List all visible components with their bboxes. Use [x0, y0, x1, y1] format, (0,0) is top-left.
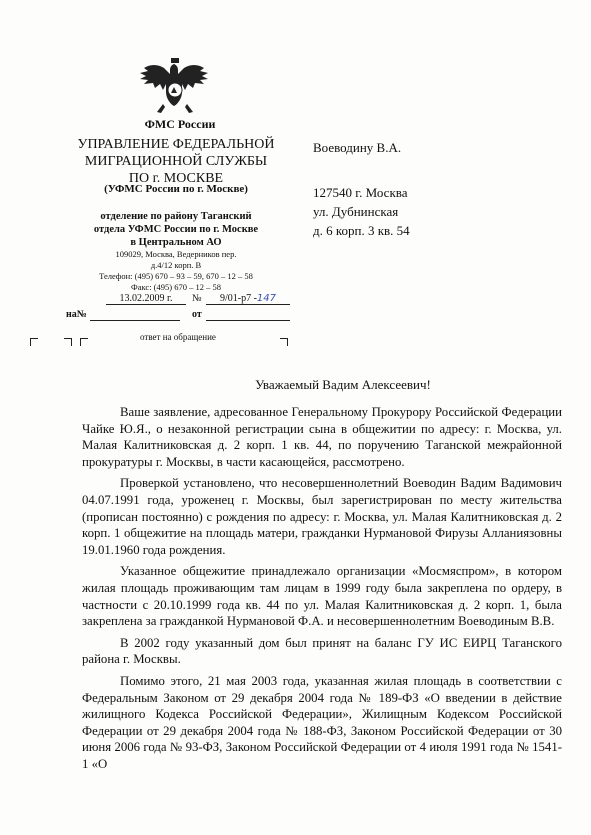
phone-line: Телефон: (495) 670 – 93 – 59, 670 – 12 – 58 [99, 271, 253, 281]
body-paragraph: Помимо этого, 21 мая 2003 года, указанная жилая площадь в соответствии с Федеральным Законом от 29 декабря 2004 года № 189-ФЗ «О введении в действие жилищного Кодекса Российской Федерации», Жилищным Кодексом Российской Федерации от 29 декабря 2004 года № 188-ФЗ, Законом Российской Федерации от 30 июня 2006 года № 93-ФЗ, Законом Российской Федерации от 4 июля 1991 года № 1541-1 «О [82, 673, 562, 771]
body-paragraph: Проверкой установлено, что несовершеннолетний Воеводин Вадим Вадимович 04.07.1991 года, уроженец г. Москвы, был зарегистрирован по месту жительства (прописан постоянно) с рождения по адресу: г. Москва, ул. Малая Калитниковская д. 2 корп. 1 общежитие на площадь матери, гражданки Нурмановой Фирузы Алланиязовны 19.01.1960 года рождения. [82, 476, 562, 557]
registration-number-label: № [192, 293, 202, 304]
registration-date-value: 13.02.2009 [119, 293, 165, 304]
corner-mark [30, 338, 38, 346]
recipient-address-line: ул. Дубнинская [313, 204, 399, 219]
reference-date-label: от [192, 309, 202, 320]
corner-mark [64, 338, 72, 346]
response-label: ответ на обращение [140, 332, 216, 342]
sender-address [56, 249, 296, 293]
registration-date [106, 293, 186, 305]
agency-abbreviation: (УФМС России по г. Москве) [104, 183, 248, 195]
registration-number-printed: 9/01-р7 - [219, 293, 257, 304]
recipient-address-line: д. 6 корп. 3 кв. 54 [313, 223, 410, 238]
registration-number-handwritten: 147 [256, 293, 277, 304]
agency-short-name: ФМС России [144, 117, 216, 131]
body-paragraph: В 2002 году указанный дом был принят на баланс ГУ ИС ЕИРЦ Таганского района г. Москвы. [82, 635, 562, 667]
department-line: в Центральном АО [130, 237, 222, 248]
department-line: отдела УФМС России по г. Москве [93, 224, 259, 235]
address-line: 109029, Москва, Ведерников пер. [115, 249, 237, 259]
corner-mark [280, 338, 288, 346]
agency-full-name [56, 136, 296, 187]
agency-line: ПО г. МОСКВЕ [128, 171, 224, 186]
double-headed-eagle-emblem-icon [135, 58, 215, 116]
reference-date-blank [206, 320, 290, 321]
reference-number-label: на№ [66, 309, 87, 320]
letter-body [82, 404, 562, 777]
registration-line [58, 293, 290, 307]
body-paragraph: Ваше заявление, адресованное Генеральному Прокурору Российской Федерации Чайке Ю.Я., о незаконной регистрации сына в общежитии по адресу: г. Москва, ул. Малая Калитниковская д. 2 корп. 1 кв. 44, по поручению Таганской межрайонной прокуратуры г. Москвы, в части касающейся, рассмотрено. [82, 405, 562, 469]
address-line: д.4/12 корп. В [150, 260, 202, 270]
fax-line: Факс: (495) 670 – 12 – 58 [131, 282, 221, 292]
corner-mark [80, 338, 88, 346]
recipient-name: Воеводину В.А. [313, 140, 402, 155]
reference-number-blank [90, 320, 180, 321]
department-name [56, 210, 296, 249]
reference-line [58, 309, 290, 323]
salutation: Уважаемый Вадим Алексеевич! [255, 377, 431, 392]
agency-line: УПРАВЛЕНИЕ ФЕДЕРАЛЬНОЙ [77, 137, 275, 152]
registration-date-suffix: г. [167, 293, 173, 304]
department-line: отделение по району Таганский [100, 211, 252, 222]
agency-line: МИГРАЦИОННОЙ СЛУЖБЫ [84, 154, 268, 169]
recipient-address-line: 127540 г. Москва [313, 185, 408, 200]
body-paragraph: Указанное общежитие принадлежало организации «Мосмяспром», в котором жилая площадь проживающим там лицам в 1999 году была закреплена по ордеру, в частности с 20.10.1999 года кв. 44 по ул. Малая Калитниковская д. 2 корп. 1, была закреплена за гражданкой Нурмановой Ф.А. и несовершеннолетним Воеводиным В.В. [82, 564, 562, 629]
registration-number [206, 293, 290, 305]
